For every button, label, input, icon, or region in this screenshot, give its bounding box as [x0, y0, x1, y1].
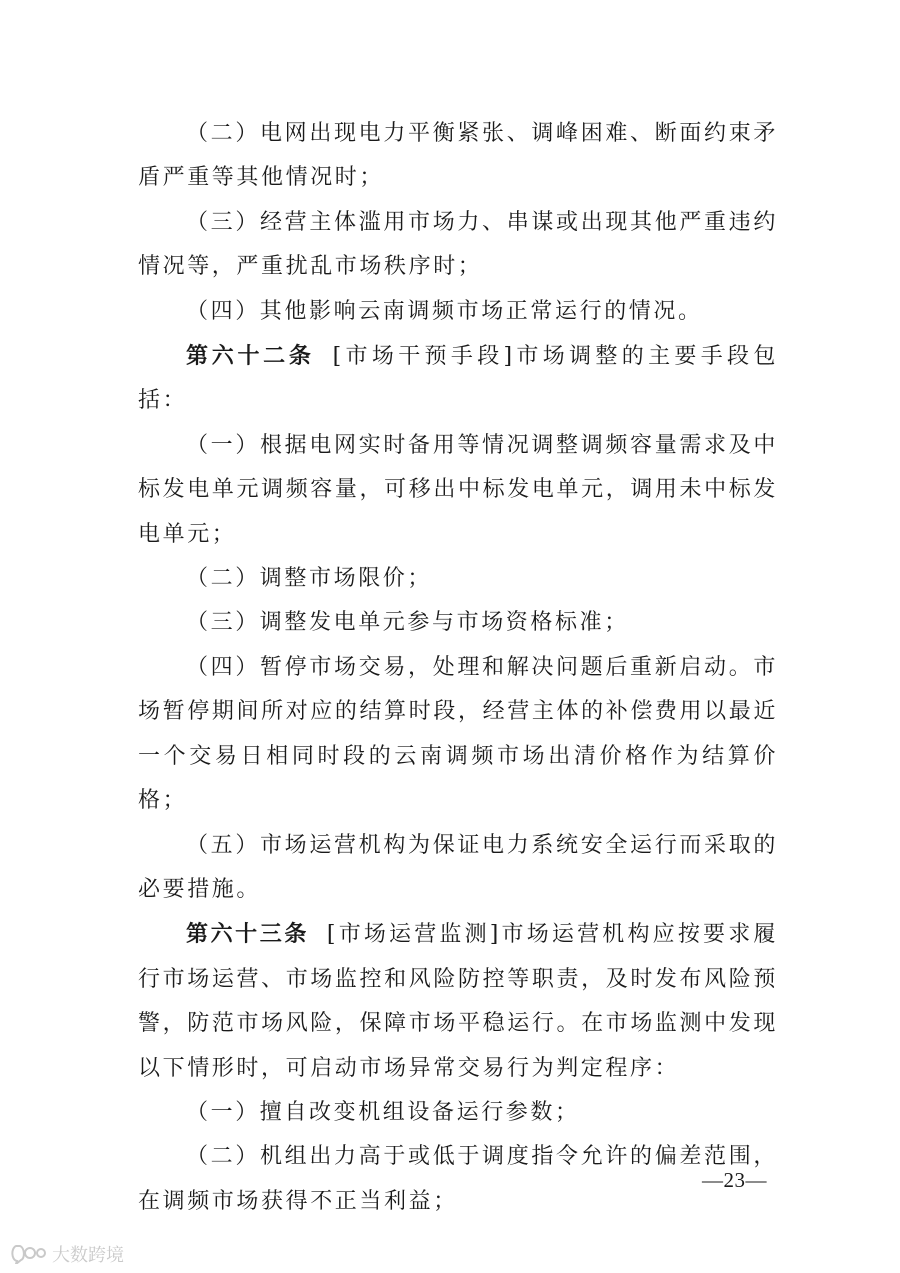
- paragraph: （二）调整市场限价；: [186, 566, 433, 592]
- paragraph: （一）根据电网实时备用等情况调整调频容量需求及中标发电单元调频容量，可移出中标发电单元，调用未中标发电单元；: [138, 432, 778, 547]
- article-63: 第六十三条 [市场运营监测]市场运营机构应按要求履行市场运营、市场监控和风险防控等职责，及时发布风险预警，防范市场风险，保障市场平稳运行。在市场监测中发现以下情形时，可启动市场异常交易行为判定程序：: [138, 921, 778, 1081]
- watermark: [10, 1241, 124, 1267]
- paragraph: （二）电网出现电力平衡紧张、调峰困难、断面约束矛盾严重等其他情况时；: [138, 121, 778, 191]
- paragraph: （一）擅自改变机组设备运行参数；: [186, 1099, 580, 1125]
- watermark-text: 大数跨境: [52, 1245, 124, 1266]
- paragraph: （三）调整发电单元参与市场资格标准；: [186, 610, 629, 636]
- article-62: 第六十二条 [市场干预手段]市场调整的主要手段包括：: [138, 343, 778, 414]
- paragraph: （四）暂停市场交易，处理和解决问题后重新启动。市场暂停期间所对应的结算时段，经营主体的补偿费用以最近一个交易日相同时段的云南调频市场出清价格作为结算价格；: [138, 654, 778, 814]
- page-number: —23—: [702, 1168, 767, 1192]
- article-heading: 第六十二条: [186, 343, 315, 370]
- paragraph: （三）经营主体滥用市场力、串谋或出现其他严重违约情况等，严重扰乱市场秩序时；: [138, 209, 778, 280]
- paragraph: （四）其他影响云南调频市场正常运行的情况。: [186, 298, 703, 324]
- paragraph: （五）市场运营机构为保证电力系统安全运行而采取的必要措施。: [138, 832, 778, 902]
- body-text: [138, 112, 778, 1224]
- article-heading: 第六十三条: [186, 921, 309, 948]
- chat-bubble-logo-icon: [10, 1244, 46, 1264]
- paragraph: （二）机组出力高于或低于调度指令允许的偏差范围，在调频市场获得不正当利益；: [138, 1144, 778, 1214]
